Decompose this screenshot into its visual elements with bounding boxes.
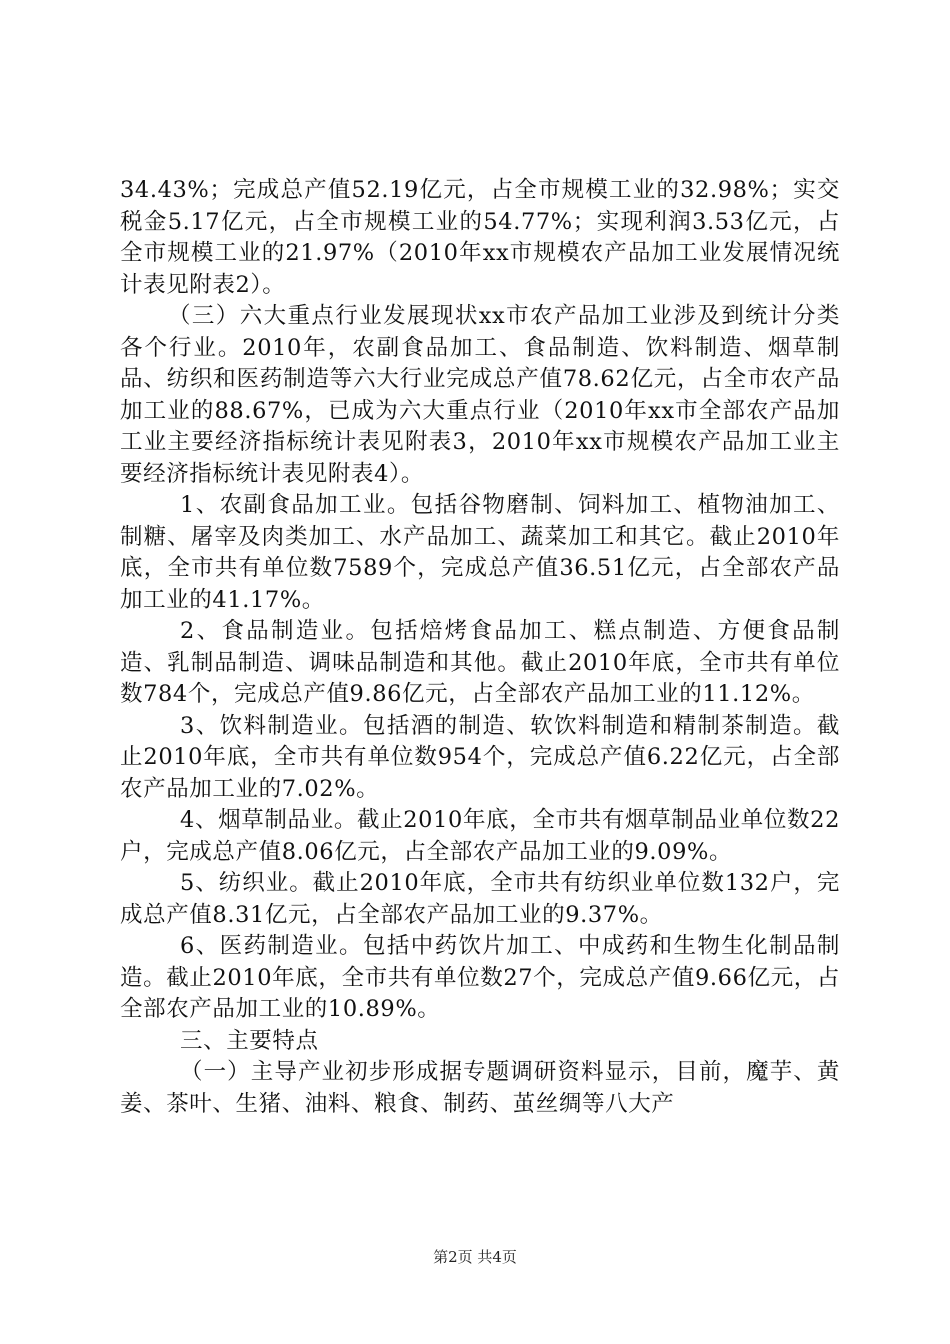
paragraph-item-4: 4、烟草制品业。截止2010年底，全市共有烟草制品业单位数22户，完成总产值8.06亿元，占全部农产品加工业的9.09%。 [120,807,840,865]
page-number-label: 第2页 共4页 [433,1248,517,1266]
page-footer [0,1246,950,1267]
paragraph-item-6: 6、医药制造业。包括中药饮片加工、中成药和生物生化制品制造。截止2010年底，全市共有单位数27个，完成总产值9.66亿元，占全部农产品加工业的10.89%。 [120,933,840,1022]
paragraph-item-1: 1、农副食品加工业。包括谷物磨制、饲料加工、植物油加工、制糖、屠宰及肉类加工、水产品加工、蔬菜加工和其它。截止2010年底，全市共有单位数7589个，完成总产值36.51亿元，占全部农产品加工业的41.17%。 [120,492,840,613]
paragraph-item-3: 3、饮料制造业。包括酒的制造、软饮料制造和精制茶制造。截止2010年底，全市共有单位数954个，完成总产值6.22亿元，占全部农产品加工业的7.02%。 [120,712,840,802]
paragraph-subsection-one: （一）主导产业初步形成据专题调研资料显示，目前，魔芋、黄姜、茶叶、生猪、油料、粮食、制药、茧丝绸等八大产 [120,1059,840,1117]
paragraph-continuation: 34.43%；完成总产值52.19亿元，占全市规模工业的32.98%；实交税金5.17亿元，占全市规模工业的54.77%；实现利润3.53亿元，占全市规模工业的21.97%（2010年xx市规模农产品加工业发展情况统计表见附表2）。 [120,177,840,298]
paragraph-section-three: （三）六大重点行业发展现状xx市农产品加工业涉及到统计分类各个行业。2010年，农副食品加工、食品制造、饮料制造、烟草制品、纺织和医药制造等六大行业完成总产值78.62亿元，占全市农产品加工业的88.67%，已成为六大重点行业（2010年xx市全部农产品加工业主要经济指标统计表见附表3，2010年xx市规模农产品加工业主要经济指标统计表见附表4）。 [120,303,840,487]
paragraph-item-2: 2、食品制造业。包括焙烤食品加工、糕点制造、方便食品制造、乳制品制造、调味品制造和其他。截止2010年底，全市共有单位数784个，完成总产值9.86亿元，占全部农产品加工业的11.12%。 [120,618,840,707]
paragraph-item-5: 5、纺织业。截止2010年底，全市共有纺织业单位数132户，完成总产值8.31亿元，占全部农产品加工业的9.37%。 [120,870,840,928]
document-body [120,175,840,1120]
section-heading-main-features: 三、主要特点 [180,1027,319,1054]
